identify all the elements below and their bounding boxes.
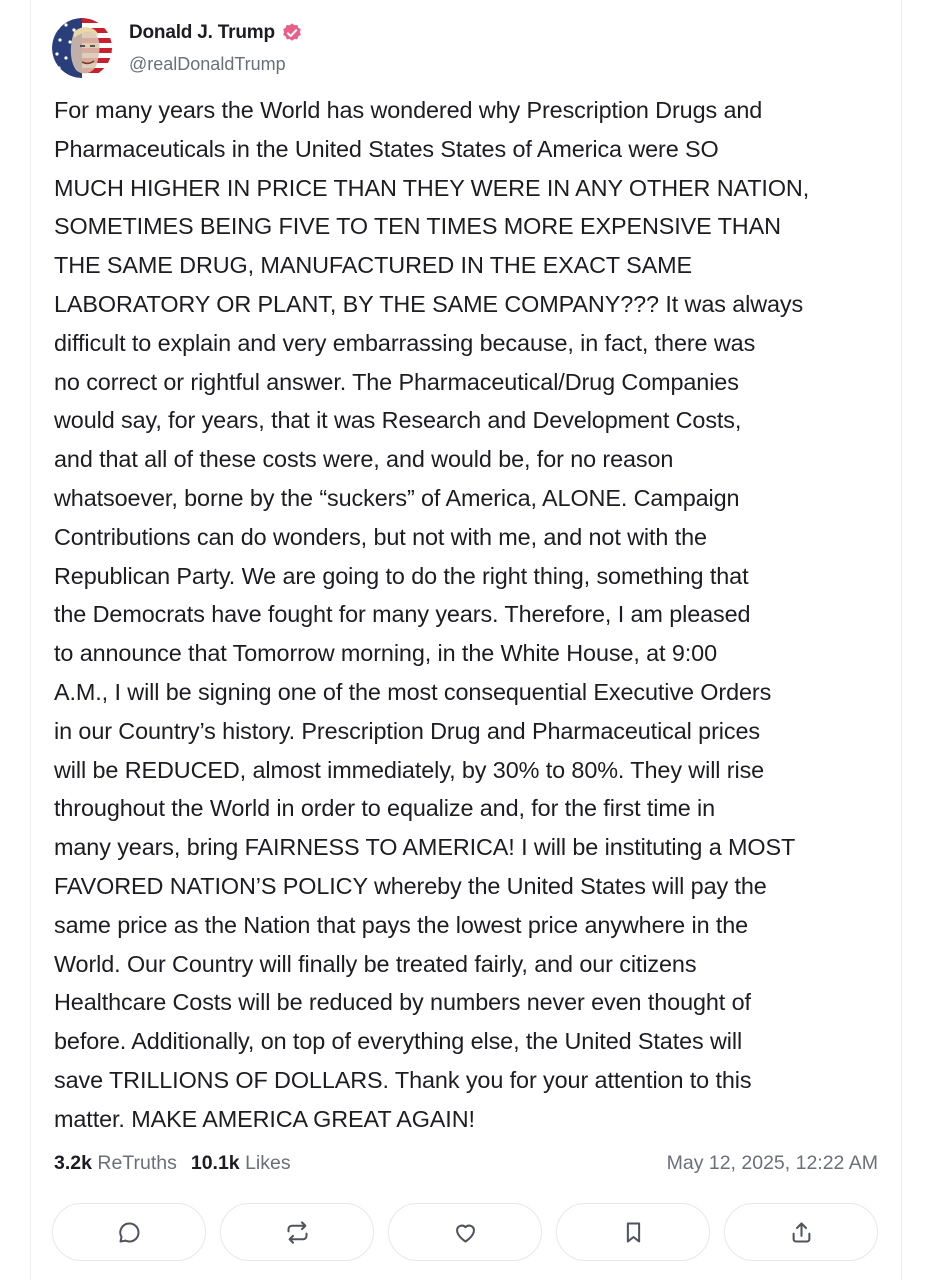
reply-icon <box>116 1219 143 1246</box>
author-handle[interactable]: @realDonaldTrump <box>129 54 286 74</box>
share-button[interactable] <box>724 1203 878 1261</box>
post-timestamp[interactable]: May 12, 2025, 12:22 AM <box>666 1152 878 1174</box>
retruth-icon <box>284 1219 311 1246</box>
author-name[interactable]: Donald J. Trump <box>129 22 275 43</box>
bookmark-button[interactable] <box>556 1203 710 1261</box>
reply-button[interactable] <box>52 1203 206 1261</box>
likes-label: Likes <box>245 1152 291 1174</box>
post-stats <box>54 1152 291 1175</box>
like-button[interactable] <box>388 1203 542 1261</box>
likes-count: 10.1k <box>190 1152 240 1174</box>
author-name-row[interactable] <box>129 22 303 44</box>
avatar-image <box>52 18 112 78</box>
avatar[interactable] <box>52 18 112 78</box>
retruth-button[interactable] <box>220 1203 374 1261</box>
retruths-label: ReTruths <box>97 1152 177 1174</box>
post-text: For many years the World has wondered why Prescription Drugs and Pharmaceuticals in the United States States of America were SO MUCH HIGHER IN PRICE THAN THEY WERE IN ANY OTHER NATION, SOMETIMES BEING FIVE TO TEN TIMES MORE EXPENSIVE THAN THE SAME DRUG, MANUFACTURED IN THE EXACT SAME LABORATORY OR PLANT, BY THE SAME COMPANY??? It was always difficult to explain and very embarrassing because, in fact, there was no correct or rightful answer. The Pharmaceutical/Drug Companies would say, for years, that it was Research and Development Costs, and that all of these costs were, and would be, for no reason whatsoever, borne by the “suckers” of America, ALONE. Campaign Contributions can do wonders, but not with me, and not with the Republican Party. We are going to do the right thing, something that the Democrats have fought for many years. Therefore, I am pleased to announce that Tomorrow morning, in the White House, at 9:00 A.M., I will be signing one of the most consequential Executive Orders in our Country’s history. Prescription Drug and Pharmaceutical prices will be REDUCED, almost immediately, by 30% to 80%. They will rise throughout the World in order to equalize and, for the first time in many years, bring FAIRNESS TO AMERICA! I will be instituting a MOST FAVORED NATION’S POLICY whereby the United States will pay the same price as the Nation that pays the lowest price anywhere in the World. Our Country will finally be treated fairly, and our citizens Healthcare Costs will be reduced by numbers never even thought of before. Additionally, on top of everything else, the United States will save TRILLIONS OF DOLLARS. Thank you for your attention to this matter. MAKE AMERICA GREAT AGAIN! <box>54 97 810 1132</box>
likes-stat[interactable] <box>191 1152 291 1174</box>
share-icon <box>788 1219 815 1246</box>
post-actions <box>52 1203 882 1263</box>
retruths-count: 3.2k <box>54 1152 92 1174</box>
retruths-stat[interactable] <box>54 1152 177 1174</box>
heart-icon <box>452 1219 479 1246</box>
verified-badge-icon <box>281 22 303 44</box>
bookmark-icon <box>620 1219 647 1246</box>
